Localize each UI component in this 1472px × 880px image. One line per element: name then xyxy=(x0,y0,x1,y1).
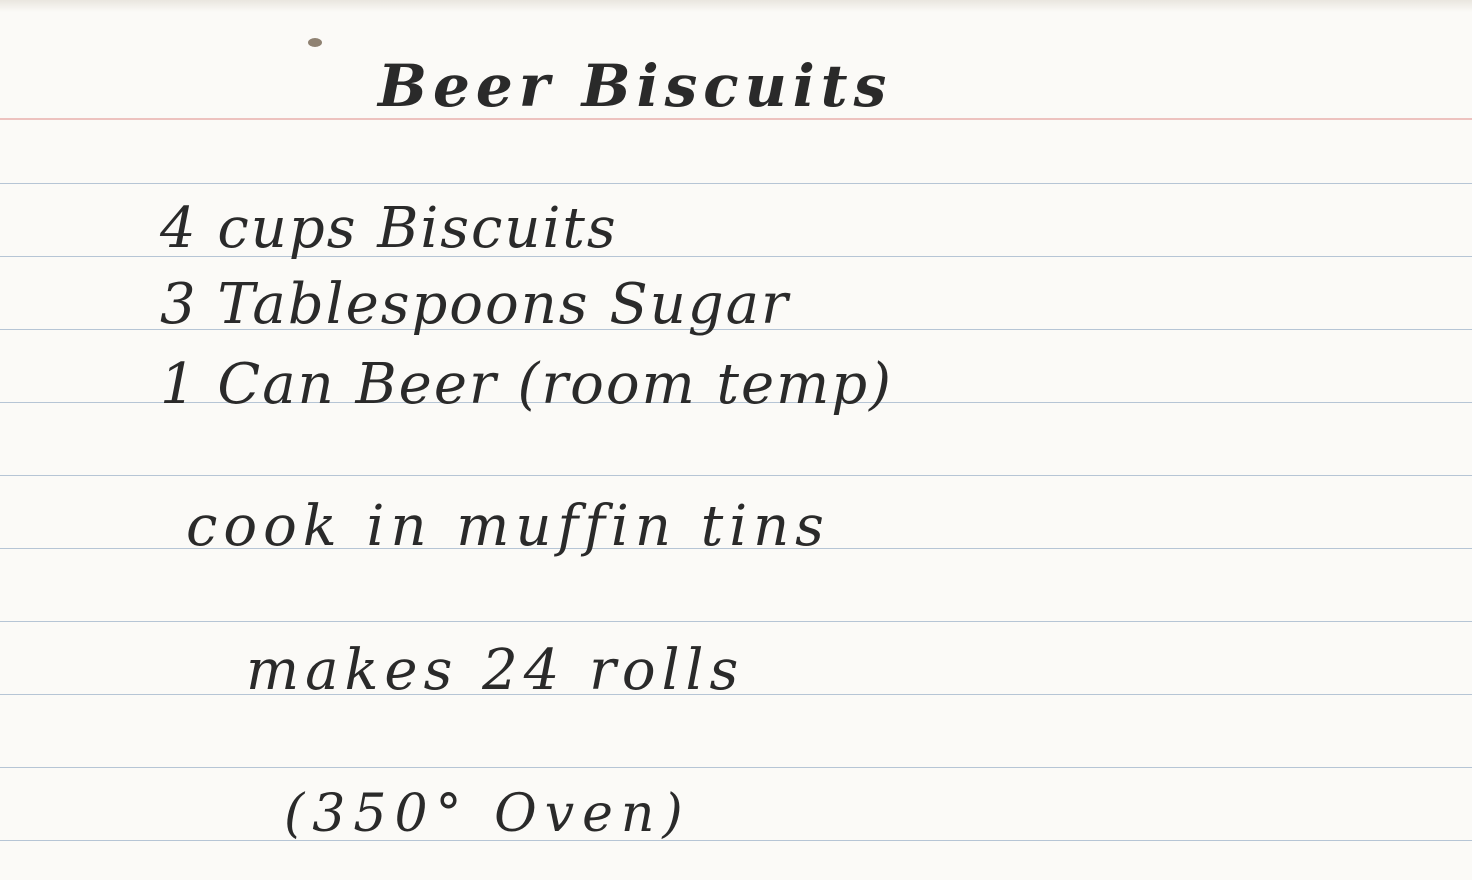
ruled-line xyxy=(0,840,1472,841)
instruction-line: cook in muffin tins xyxy=(186,494,830,559)
yield-line: makes 24 rolls xyxy=(246,638,745,703)
ingredient-line: 1 Can Beer (room temp) xyxy=(160,352,893,417)
ingredient-line: 3 Tablespoons Sugar xyxy=(160,272,790,337)
card-stain xyxy=(308,38,322,47)
ruled-line xyxy=(0,621,1472,622)
oven-temp-line: (350° Oven) xyxy=(284,784,691,844)
recipe-title: Beer Biscuits xyxy=(378,52,893,120)
ruled-line xyxy=(0,475,1472,476)
ruled-line xyxy=(0,183,1472,184)
card-top-edge xyxy=(0,0,1472,12)
ruled-line xyxy=(0,767,1472,768)
ingredient-line: 4 cups Biscuits xyxy=(160,196,618,261)
